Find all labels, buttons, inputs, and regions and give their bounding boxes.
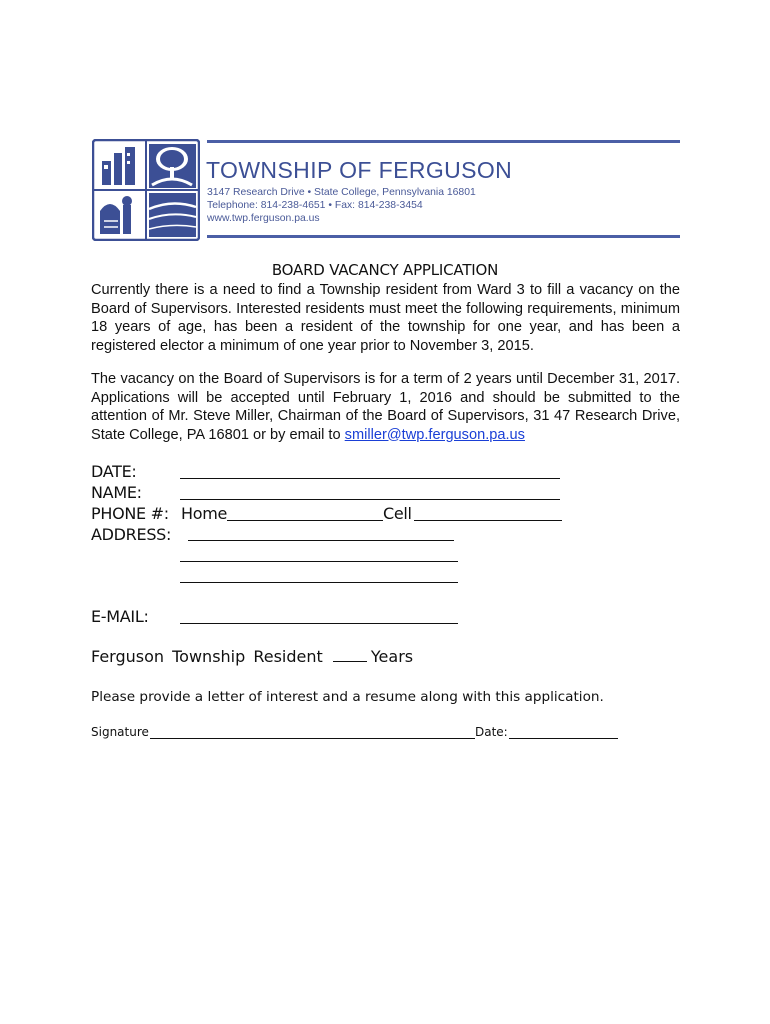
- email-link[interactable]: smiller@twp.ferguson.pa.us: [344, 426, 525, 443]
- resident-years-field[interactable]: [333, 649, 367, 662]
- date-label: DATE:: [91, 462, 137, 481]
- resident-years-suffix: Years: [370, 647, 414, 666]
- paragraph-requirements: Currently there is a need to find a Township resident from Ward 3 to fill a vacancy on the Board of Supervisors. Interested residents must meet the following requirements, minimum 18 years of age, has been a resident of the township for one year, and has been a registered elector a minimum of one year prior to November 3, 2015.: [91, 282, 680, 354]
- signature-date-label: Date:: [475, 725, 508, 739]
- phone-label: PHONE #:: [91, 504, 169, 523]
- paragraph-submission: [91, 370, 680, 444]
- email-label: E-MAIL:: [91, 607, 149, 626]
- letterhead: [92, 139, 680, 241]
- address-field-line2[interactable]: [180, 561, 458, 562]
- township-logo-icon: [92, 139, 200, 241]
- address-field-line3[interactable]: [180, 582, 458, 583]
- org-name: TOWNSHIP OF FERGUSON: [206, 157, 513, 183]
- resident-years-label: Ferguson Township Resident: [91, 647, 323, 666]
- address-field-line1[interactable]: [188, 540, 454, 541]
- name-field[interactable]: [180, 499, 560, 500]
- email-field[interactable]: [180, 623, 458, 624]
- home-phone-field[interactable]: [227, 520, 383, 521]
- cell-phone-label: Cell: [383, 504, 412, 523]
- instruction-note: Please provide a letter of interest and a resume along with this application.: [91, 689, 604, 705]
- resident-years-row: [91, 647, 413, 666]
- name-label: NAME:: [91, 483, 142, 502]
- org-website: www.twp.ferguson.pa.us: [207, 213, 320, 224]
- signature-date-field[interactable]: [509, 738, 618, 739]
- org-phone: Telephone: 814-238-4651 • Fax: 814-238-3454: [207, 200, 423, 211]
- letterhead-rule-top: [207, 140, 680, 143]
- home-phone-label: Home: [181, 504, 228, 523]
- document-title: BOARD VACANCY APPLICATION: [271, 261, 499, 279]
- org-address: 3147 Research Drive • State College, Pennsylvania 16801: [207, 187, 476, 198]
- letterhead-rule-bottom: [207, 235, 680, 238]
- address-label: ADDRESS:: [91, 525, 172, 544]
- paragraph-submission-text: The vacancy on the Board of Supervisors is for a term of 2 years until December 31, 2017. Applications will be accepted until February 1, 2016 and should be submitted to the attention of Mr. Steve Miller, Chairman of the Board of Supervisors, 31 47 Research Drive, State College, PA 16801 or by email to: [91, 371, 680, 443]
- signature-label: Signature: [91, 725, 149, 739]
- date-field[interactable]: [180, 478, 560, 479]
- signature-field[interactable]: [150, 738, 475, 739]
- cell-phone-field[interactable]: [414, 520, 562, 521]
